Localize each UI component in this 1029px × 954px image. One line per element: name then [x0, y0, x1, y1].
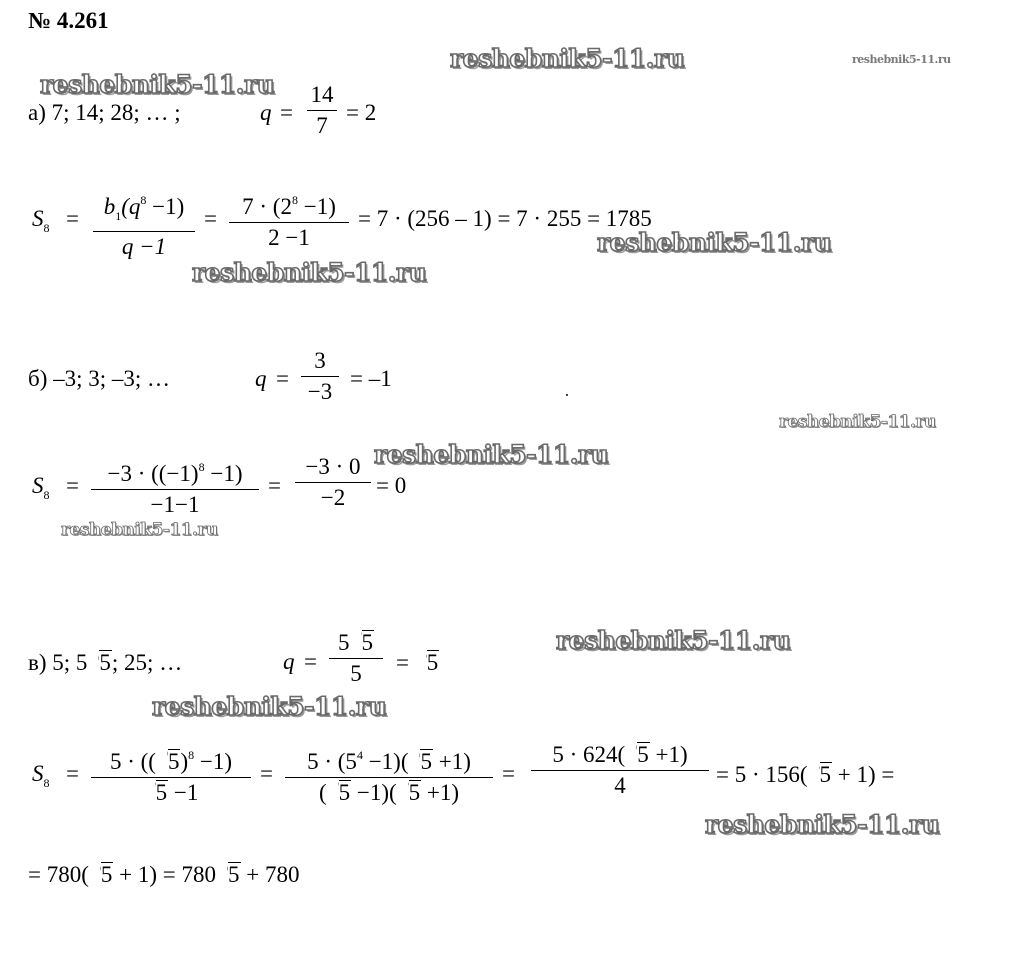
sqrt-symbol — [87, 650, 112, 675]
equals: = — [280, 100, 293, 125]
radicand: 5 — [99, 650, 111, 675]
numerator: 3 — [314, 348, 326, 373]
equals: = — [268, 473, 281, 498]
radicand: 5 — [361, 630, 373, 655]
q-fraction — [300, 346, 340, 407]
numerator — [328, 628, 384, 658]
num-part: −1) — [146, 194, 185, 219]
watermark: reshebnik5-11.ru — [374, 440, 609, 469]
subscript: 8 — [43, 221, 50, 235]
final-part: + 1) = 780 — [113, 862, 216, 887]
q-fraction — [328, 628, 384, 689]
num-part: (q — [121, 194, 141, 219]
radicand: 5 — [637, 742, 649, 767]
problem-number: № 4.261 — [28, 8, 109, 33]
numerator — [90, 740, 252, 777]
watermark: reshebnik5-11.ru — [556, 626, 791, 655]
formula-fraction — [90, 740, 252, 808]
sqrt-symbol — [408, 747, 433, 777]
denominator: 7 — [316, 113, 328, 138]
result-chain: = 7 · (256 – 1) = 7 · 255 = 1785 — [358, 206, 652, 231]
subscript: 8 — [43, 776, 50, 790]
formula-fraction — [294, 452, 372, 513]
den-part: −1 — [168, 780, 199, 805]
sqrt-symbol — [397, 778, 422, 808]
numerator: −3 · 0 — [305, 454, 361, 479]
num-part: −1) — [194, 749, 233, 774]
radicand: 5 — [408, 780, 421, 805]
final-part: = 780( — [28, 862, 89, 887]
q-fraction — [306, 80, 338, 141]
part-label: в) — [28, 650, 47, 675]
formula-fraction — [92, 185, 196, 262]
equals: = — [276, 366, 289, 391]
q-symbol: q — [255, 366, 267, 391]
sqrt-symbol — [625, 740, 650, 770]
den-part: −1)( — [351, 780, 397, 805]
equals: = — [304, 649, 317, 674]
final-part: + 780 — [240, 862, 300, 887]
num-part: −1) — [297, 194, 336, 219]
part-label: а) — [28, 100, 46, 125]
radicand: 5 — [155, 780, 168, 805]
radicand: 5 — [228, 862, 240, 887]
numerator — [228, 185, 350, 222]
formula-fraction — [530, 740, 710, 801]
formula-fraction — [90, 452, 260, 520]
equals: = — [66, 206, 79, 231]
S-letter: S — [32, 761, 44, 786]
exponent: 8 — [140, 193, 147, 207]
watermark: reshebnik5-11.ru — [852, 53, 951, 66]
S-letter: S — [32, 206, 44, 231]
watermark: reshebnik5-11.ru — [152, 692, 387, 721]
num-part: 5 · (( — [109, 749, 156, 774]
tail-part: + 1) = — [832, 762, 895, 787]
equals: = — [260, 761, 273, 786]
radicand: 5 — [338, 780, 351, 805]
denominator: −3 — [307, 379, 333, 404]
part-label: б) — [28, 366, 48, 391]
num-part: +1) — [649, 742, 688, 767]
sqrt-symbol — [144, 778, 169, 808]
exponent: 8 — [188, 748, 195, 762]
exponent: 8 — [198, 460, 205, 474]
q-result — [396, 650, 439, 675]
watermark: reshebnik5-11.ru — [450, 44, 685, 73]
num-part: ) — [180, 749, 189, 774]
sequence-part: 5; 5 — [52, 650, 88, 675]
sum-symbol — [32, 474, 50, 501]
q-result: = 2 — [346, 100, 377, 125]
den-part: +1) — [421, 780, 460, 805]
S-letter: S — [32, 473, 44, 498]
sqrt-symbol — [89, 862, 114, 887]
den-part: ( — [318, 780, 327, 805]
num-part: 5 · (5 — [307, 749, 357, 774]
sqrt-symbol — [156, 747, 181, 777]
formula-fraction — [228, 185, 350, 253]
numerator — [284, 740, 494, 777]
num-part: 5 — [338, 630, 350, 655]
subscript: 1 — [115, 209, 122, 223]
stray-dot — [566, 394, 568, 396]
subscript: 8 — [43, 488, 50, 502]
watermark: reshebnik5-11.ru — [597, 228, 832, 257]
num-part: 5 · 624( — [552, 742, 626, 767]
equals: = — [204, 206, 217, 231]
watermark: reshebnik5-11.ru — [192, 258, 427, 287]
part-b-line1 — [28, 367, 170, 390]
radicand: 5 — [819, 762, 832, 787]
num-part: +1) — [432, 749, 471, 774]
q-symbol: q — [283, 649, 295, 674]
q-result: = –1 — [350, 366, 392, 391]
num-part: −3 · ((−1) — [107, 461, 199, 486]
num-part: −1) — [204, 461, 243, 486]
equals: = — [66, 761, 79, 786]
sqrt-symbol — [415, 650, 440, 675]
b-letter: b — [103, 194, 116, 219]
equals: = — [502, 761, 515, 786]
result-chain — [716, 762, 894, 787]
part-a-line1 — [28, 101, 181, 124]
sqrt-symbol — [808, 762, 833, 787]
radicand: 5 — [167, 749, 180, 774]
watermark: reshebnik5-11.ru — [705, 810, 940, 839]
watermark: reshebnik5-11.ru — [779, 412, 936, 432]
result: = 0 — [376, 473, 407, 498]
numerator — [92, 185, 196, 231]
equals: = — [396, 650, 409, 675]
q-symbol: q — [260, 100, 272, 125]
sequence-part: ; 25; … — [111, 650, 183, 675]
tail-part: = 5 · 156( — [716, 762, 808, 787]
sum-symbol — [32, 762, 50, 789]
sqrt-symbol — [216, 862, 241, 887]
watermark: reshebnik5-11.ru — [40, 70, 275, 99]
denominator — [90, 778, 252, 808]
equals: = — [66, 473, 79, 498]
formula-fraction — [284, 740, 494, 808]
denominator: 5 — [350, 661, 362, 686]
radicand: 5 — [426, 650, 439, 675]
sum-symbol — [32, 207, 50, 234]
sequence: –3; 3; –3; … — [53, 366, 171, 391]
denominator: 2 −1 — [268, 225, 310, 250]
denominator: −1−1 — [150, 492, 200, 517]
num-part: −1)( — [362, 749, 409, 774]
exponent: 8 — [291, 193, 298, 207]
radicand: 5 — [420, 749, 432, 774]
numerator — [90, 452, 260, 489]
numerator: 14 — [310, 82, 334, 107]
denominator: 4 — [614, 773, 626, 798]
sqrt-symbol — [350, 628, 375, 658]
denominator — [284, 778, 494, 808]
sqrt-symbol — [327, 778, 352, 808]
num-part: 7 · (2 — [242, 194, 292, 219]
exponent: 4 — [356, 748, 363, 762]
watermark: reshebnik5-11.ru — [61, 520, 218, 540]
denominator: −2 — [320, 485, 346, 510]
sequence: 7; 14; 28; … ; — [51, 100, 181, 125]
numerator — [530, 740, 710, 770]
final-line — [28, 862, 299, 887]
part-c-line1 — [28, 650, 182, 675]
denominator: q −1 — [121, 234, 167, 259]
radicand: 5 — [100, 862, 113, 887]
